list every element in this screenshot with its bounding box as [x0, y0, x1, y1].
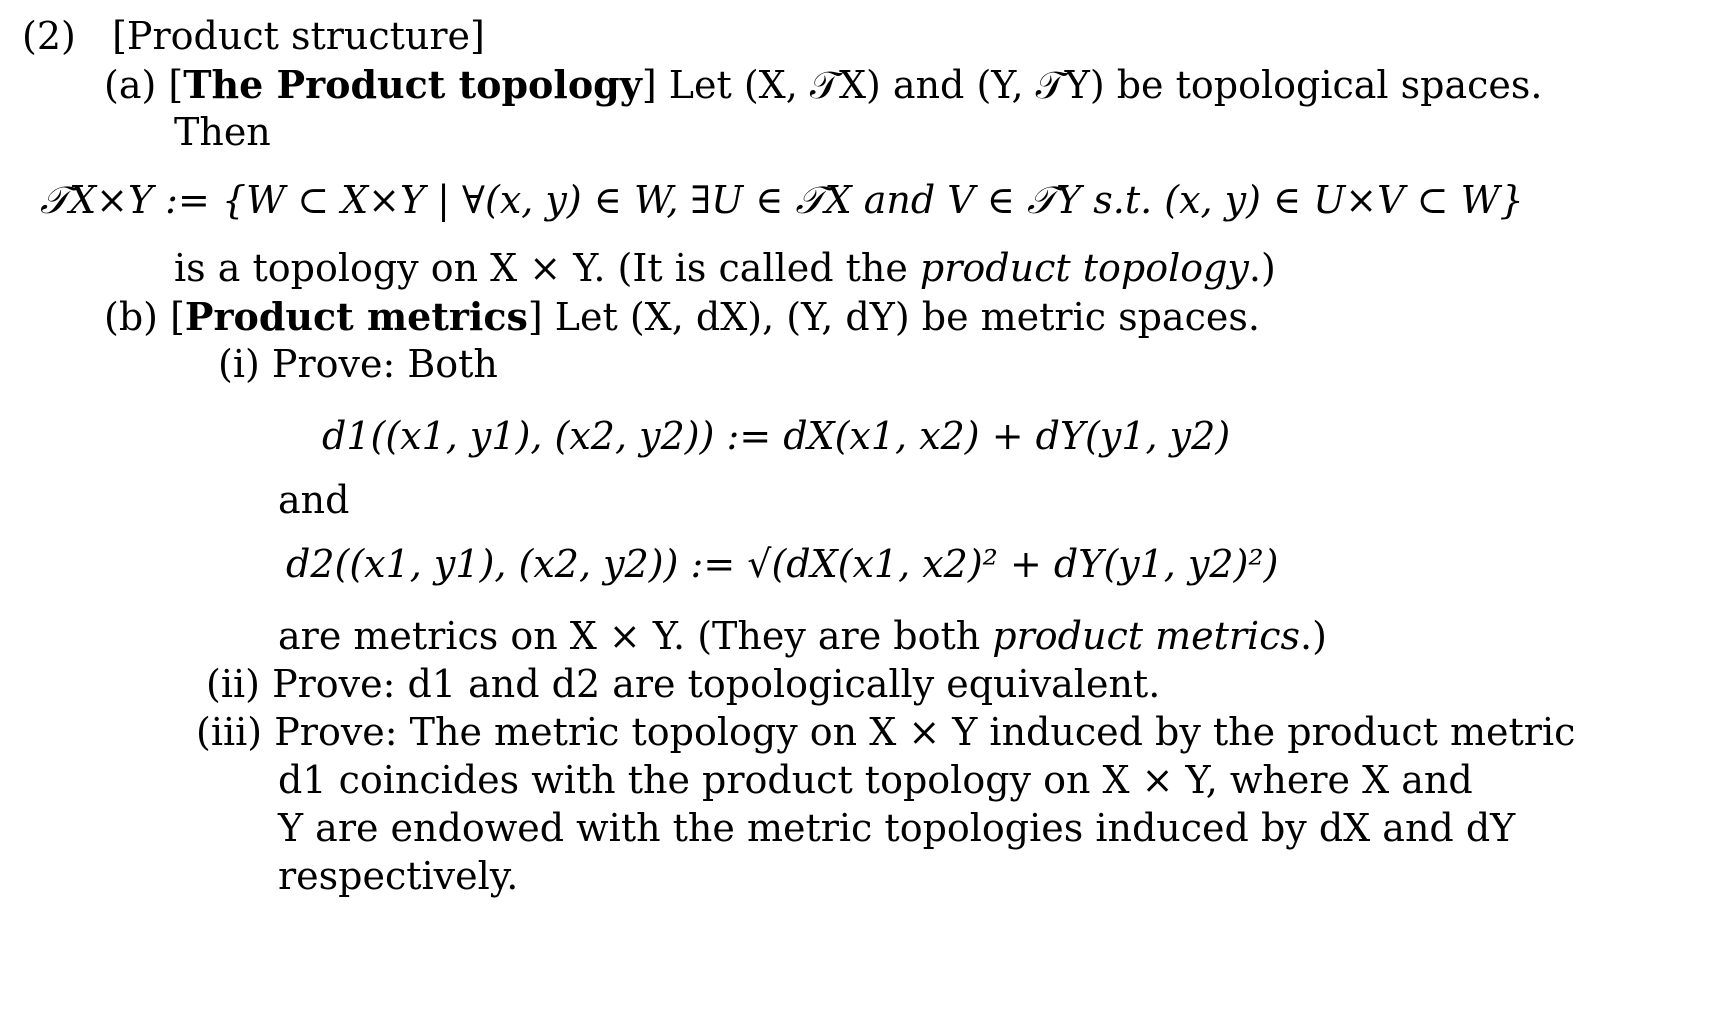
part-b-heading: Product metrics	[184, 294, 528, 339]
part-b-i-after-prefix: are metrics on X × Y. (They are both	[278, 614, 993, 658]
part-b-ii-label: (ii)	[206, 662, 260, 706]
part-a-conclusion-suffix: .)	[1248, 246, 1276, 290]
part-b-line1: (b) [Product metrics] Let (X, dX), (Y, dY) be metric spaces.	[104, 294, 1260, 339]
item-number: (2)	[22, 14, 76, 58]
part-a-heading: The Product topology	[183, 62, 642, 107]
part-b-iii-line3: Y are endowed with the metric topologies induced by dX and dY	[278, 806, 1516, 850]
part-b-i-after-suffix: .)	[1299, 614, 1327, 658]
part-b-i-label: (i)	[218, 342, 260, 386]
part-b-iii-line2: d1 coincides with the product topology on X × Y, where X and	[278, 758, 1473, 802]
product-topology-term: product topology	[919, 246, 1249, 290]
and-text: and	[278, 478, 350, 522]
part-b-iii	[196, 710, 1575, 756]
equation-d1: d1((x1, y1), (x2, y2)) := dX(x1, x2) + dY(y1, y2)	[322, 414, 1231, 458]
product-topology-definition: 𝒯X×Y := {W ⊂ X×Y | ∀(x, y) ∈ W, ∃U ∈ 𝒯X and V ∈ 𝒯Y s.t. (x, y) ∈ U×V ⊂ W}	[40, 178, 1524, 222]
part-b-iii-line4: respectively.	[278, 854, 519, 898]
part-b-intro: Let (X, dX), (Y, dY) be metric spaces.	[554, 295, 1260, 339]
part-a-conclusion-prefix: is a topology on X × Y. (It is called the	[174, 246, 920, 290]
part-a-conclusion	[174, 246, 1276, 292]
product-metrics-term: product metrics	[992, 614, 1300, 658]
part-a-label: (a)	[104, 63, 157, 107]
equation-d2: d2((x1, y1), (x2, y2)) := √(dX(x1, x2)² + dY(y1, y2)²)	[286, 542, 1279, 586]
part-b-i-after	[278, 614, 1327, 660]
part-b-iii-label: (iii)	[196, 710, 263, 754]
part-a-line1: (a) [The Product topology] Let (X, 𝒯X) and (Y, 𝒯Y) be topological spaces.	[104, 62, 1543, 107]
item-header	[22, 14, 485, 60]
item-title: [Product structure]	[112, 14, 485, 58]
part-a-then: Then	[174, 110, 271, 154]
part-b-i	[218, 342, 498, 388]
part-b-ii	[206, 662, 1160, 708]
part-b-ii-text: Prove: d1 and d2 are topologically equivalent.	[272, 662, 1161, 706]
part-b-label: (b)	[104, 295, 158, 339]
part-b-iii-line1: Prove: The metric topology on X × Y induced by the product metric	[274, 710, 1576, 754]
part-a-intro: Let (X, 𝒯X) and (Y, 𝒯Y) be topological spaces.	[668, 63, 1543, 107]
part-b-i-text: Prove: Both	[271, 342, 498, 386]
